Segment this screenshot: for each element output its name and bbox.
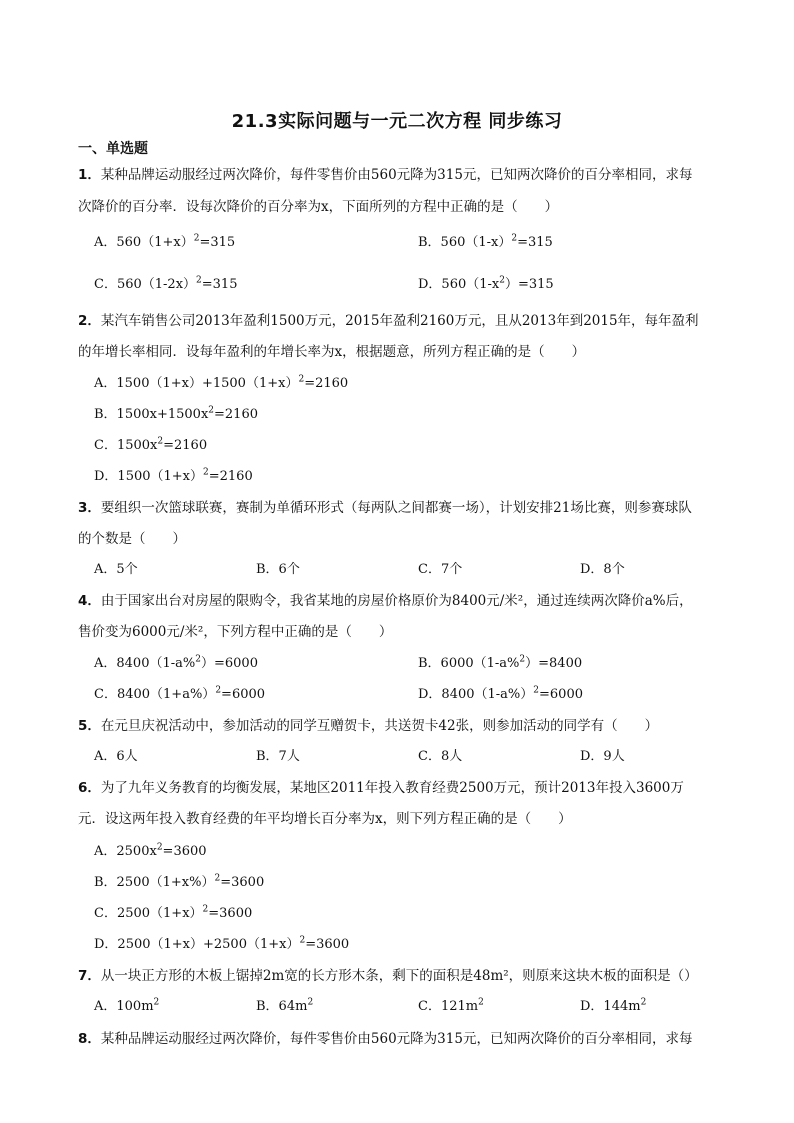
question-text: 某汽车销售公司2013年盈利1500万元，2015年盈利2160万元，且从2013年到2015年，每年盈利 xyxy=(100,313,699,329)
option-a: A．$560(1+x)^2=315$ xyxy=(94,233,236,250)
option-c: C．$8400(1+a\%)^2=6000$ xyxy=(94,685,266,702)
option-c: C．7个 xyxy=(418,562,463,577)
question-2 xyxy=(78,312,699,330)
question-text-line: 元．设这两年投入教育经费的年平均增长百分率为x，则下列方程正确的是（ ） xyxy=(78,811,572,827)
option-a: A．8400（1-a%$^2$）=6000 xyxy=(94,654,258,671)
option-a: A．6人 xyxy=(94,749,138,764)
question-text: 从一块正方形的木板上锯掉2m宽的长方形木条，剩下的面积是48m²，则原来这块木板的面积是（） xyxy=(100,968,698,984)
question-text: 要组织一次篮球联赛，赛制为单循环形式（每两队之间都赛一场），计划安排21场比赛，则参赛球队 xyxy=(100,500,692,516)
question-text: 由于国家出台对房屋的限购令，我省某地的房屋价格原价为8400元/米²，通过连续两次降价a%后， xyxy=(100,593,693,609)
option-b: B．$1500x+1500x^2=2160$ xyxy=(94,405,258,422)
option-a: A．5个 xyxy=(94,562,138,577)
option-d: D．$8400(1-a\%)^2=6000$ xyxy=(418,685,583,702)
question-1 xyxy=(78,166,692,184)
option-b: B．6个 xyxy=(256,562,300,577)
question-5 xyxy=(78,717,658,735)
question-text-line: 的年增长率相同．设每年盈利的年增长率为x，根据题意，所列方程正确的是（ ） xyxy=(78,344,586,360)
question-4 xyxy=(78,592,693,610)
question-text-line: 售价变为6000元/米²，下列方程中正确的是（ ） xyxy=(78,624,393,640)
option-d: D．$560(1-x^2)=315$ xyxy=(418,275,554,292)
question-number: 2． xyxy=(78,313,101,329)
option-b: B．6000（1-a%$^2$）=8400 xyxy=(418,654,583,671)
section-heading: 一、单选题 xyxy=(78,141,148,157)
question-3 xyxy=(78,499,692,517)
question-number: 7． xyxy=(78,968,101,984)
option-d: D．8个 xyxy=(580,562,625,577)
option-a: A．$1500(1+x)+1500(1+x)^2=2160$ xyxy=(94,374,349,391)
option-d: D．$2500(1+x)+2500(1+x)^2=3600$ xyxy=(94,935,350,952)
option-c: C．$121m^2$ xyxy=(418,997,484,1014)
question-number: 4． xyxy=(78,593,101,609)
option-c: C．$1500x^2=2160$ xyxy=(94,436,208,453)
question-text: 为了九年义务教育的均衡发展，某地区2011年投入教育经费2500万元，预计2013年投入3600万 xyxy=(100,780,684,796)
option-a: A．$2500x^2=3600$ xyxy=(94,842,207,859)
option-a: A．$100m^2$ xyxy=(94,997,160,1014)
option-c: C．$560(1-2x)^2=315$ xyxy=(94,275,238,292)
question-text: 在元旦庆祝活动中，参加活动的同学互赠贺卡，共送贺卡42张，则参加活动的同学有（ ） xyxy=(100,718,659,734)
question-number: 3． xyxy=(78,500,101,516)
question-7 xyxy=(78,967,698,985)
question-text: 某种品牌运动服经过两次降价，每件零售价由560元降为315元，已知两次降价的百分率相同，求每 xyxy=(100,167,693,183)
question-text-line: 的个数是（ ） xyxy=(78,531,186,547)
option-b: B．$64m^2$ xyxy=(256,997,314,1014)
option-d: D．9人 xyxy=(580,749,625,764)
page-title: 21.3实际问题与一元二次方程 同步练习 xyxy=(231,111,563,132)
option-d: D．$144m^2$ xyxy=(580,997,647,1014)
question-number: 6． xyxy=(78,780,101,796)
question-number: 1． xyxy=(78,167,101,183)
question-number: 5． xyxy=(78,718,101,734)
question-number: 8． xyxy=(78,1031,101,1047)
question-text-line: 次降价的百分率．设每次降价的百分率为x，下面所列的方程中正确的是（ ） xyxy=(78,199,559,215)
question-text: 某种品牌运动服经过两次降价，每件零售价由560元降为315元，已知两次降价的百分率相同，求每 xyxy=(100,1031,693,1047)
question-8 xyxy=(78,1030,692,1048)
option-b: B．$2500(1+x\%)^2=3600$ xyxy=(94,873,265,890)
option-d: D．$1500(1+x)^2=2160$ xyxy=(94,467,253,484)
question-6 xyxy=(78,779,684,797)
option-c: C．$2500(1+x)^2=3600$ xyxy=(94,904,253,921)
option-b: B．7人 xyxy=(256,749,300,764)
option-c: C．8人 xyxy=(418,749,463,764)
option-b: B．$560(1-x)^2=315$ xyxy=(418,233,553,250)
